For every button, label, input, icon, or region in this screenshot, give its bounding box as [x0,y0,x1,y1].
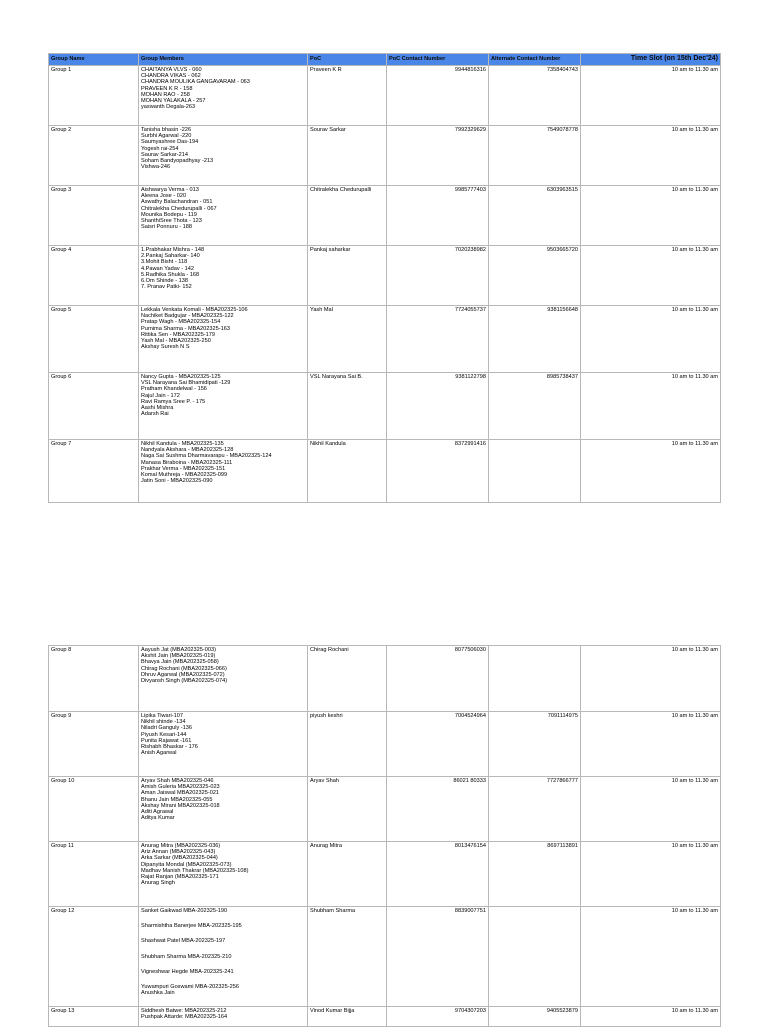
member-entry: CHAITANYA VLVS - 060 [141,67,202,73]
member-entry: Punita Rajawat -161 [141,737,192,744]
member-entry: Nancy Gupta - MBA202325-125 [141,374,221,380]
alt-contact-cell: 8985738437 [489,373,581,440]
member-entry: Rajul Jain - 172 [141,392,180,399]
poc-cell: piyush keshri [308,712,387,777]
member-entry: Jatin Soni - MBA202325-090 [141,478,213,485]
header-poc-contact: PoC Contact Number [387,54,489,66]
member-entry: Prakhar Verma - MBA202325-151 [141,465,226,472]
member-entry: Bhavya Jain (MBA202325-058) [141,659,219,666]
member-entry: MOHAN RAO - 258 [141,91,190,98]
group-members-cell [139,907,308,1007]
time-slot-cell: 10 am to 11.30 am [581,246,721,306]
member-entry: Rajat Ranjan (MBA202325-171 [141,874,219,881]
member-entry: Yogesh rai-254 [141,145,179,152]
poc-cell: Chirag Rochani [308,646,387,712]
groups-table-page2 [48,645,721,1027]
member-entry: Adarsh Rai [141,411,169,418]
member-entry: Surbhi Agarwal -220 [141,133,192,140]
group-name-cell: Group 12 [49,907,139,1007]
member-entry: Aditi Agrawal [141,809,174,816]
poc-contact-cell: 8839007751 [387,907,489,1007]
member-entry: Saurav Sarkar-214 [141,151,188,158]
poc-contact-cell: 9704307203 [387,1007,489,1027]
alt-contact-cell: 9381156648 [489,306,581,373]
member-entry: Pratap Wagh - MBA202325-154 [141,319,221,326]
member-entry: 3.Mohit Bisht - 118 [141,259,188,266]
member-entry: Yuwampuri Goswami MBA-202325-256 [141,984,239,991]
group-members-cell [139,777,308,842]
group-name-cell: Group 10 [49,777,139,842]
group-row [49,66,721,126]
group-name-cell: Group 6 [49,373,139,440]
group-name-cell: Group 2 [49,126,139,186]
member-entry: Sharmishtha Banerjee MBA-202325-195 [141,923,242,930]
group-members-cell [139,246,308,306]
poc-cell: Pankaj saharkar [308,246,387,306]
member-entry: Vigneshwar Hegde MBA-202325-241 [141,968,234,975]
member-entry: Lipika Tiwari-107 [141,713,183,719]
alt-contact-cell [489,440,581,503]
member-entry: Bhanu Jain MBA202325-055 [141,796,213,803]
poc-contact-cell: 9944816316 [387,66,489,126]
member-entry: Mounika Bodepu - 119 [141,211,197,218]
member-entry: Nachiket Badgujar - MBA202325-122 [141,313,234,320]
group-row [49,373,721,440]
alt-contact-cell: 7091114975 [489,712,581,777]
poc-cell: VSL Narayana Sai B. [308,373,387,440]
group-name-cell: Group 7 [49,440,139,503]
poc-cell: Shubham Sharma [308,907,387,1007]
time-slot-cell: 10 am to 11.30 am [581,306,721,373]
member-entry: Nikhil Kandula - MBA202325-135 [141,441,224,447]
member-entry: Purnima Sharma - MBA202325-163 [141,325,230,332]
group-row [49,907,721,1007]
group-members-cell [139,306,308,373]
time-slot-cell: 10 am to 11.30 am [581,646,721,712]
member-entry: Piyush Kesari-144 [141,731,187,738]
member-entry: Rittika Sen - MBA202325-179 [141,331,216,338]
alt-contact-cell: 8697113891 [489,842,581,907]
group-members-cell [139,373,308,440]
member-entry: 4.Pawan Yadav - 142 [141,265,194,272]
member-entry: 2.Pankaj Saharkar- 140 [141,253,200,260]
poc-cell: Nikhil Kandula [308,440,387,503]
poc-cell: Vinod Kumar Bijja [308,1007,387,1027]
member-entry: Pratham Khandelwal - 156 [141,386,207,393]
group-members-cell [139,186,308,246]
member-entry: Pushpak Attarde: MBA202325-164 [141,1014,228,1021]
groups-table-page1 [48,53,721,503]
alt-contact-cell: 6303963515 [489,186,581,246]
group-name-cell: Group 4 [49,246,139,306]
member-entry: Arka Sarkar (MBA202325-044) [141,855,218,862]
group-row [49,186,721,246]
header-alt-contact: Alternate Contact Number [489,54,581,66]
time-slot-cell: 10 am to 11.30 am [581,907,721,1007]
time-slot-cell: 10 am to 11.30 am [581,186,721,246]
member-entry: Anurag Mitra (MBA202325-036) [141,843,221,849]
member-entry: PRAVEEN K R - 158 [141,85,193,92]
alt-contact-cell: 9503665720 [489,246,581,306]
group-members-cell [139,440,308,503]
member-entry: Dipanyita Mondal (MBA202325-073) [141,861,232,868]
header-time-slot: Time Slot (on 15th Dec'24) [581,54,721,66]
group-members-cell [139,646,308,712]
member-entry: Anurag Singh [141,880,175,887]
member-entry: Saisri Ponnuru - 188 [141,224,192,231]
member-entry: Aishwarya Verma - 013 [141,187,199,193]
member-entry: Nikhil shinde -134 [141,719,186,726]
member-entry: Saumyashree Das-194 [141,139,199,146]
member-entry: Akshit Jain (MBA202325-019) [141,653,216,660]
group-row [49,246,721,306]
poc-cell: Praveen K R [308,66,387,126]
member-entry: Shubham Sharma MBA-202325-210 [141,953,232,960]
member-entry: Lekkala Venkata Komali - MBA202325-106 [141,307,248,313]
member-entry: Rishabh Bhaskar - 176 [141,744,198,751]
member-entry: Manasa Biraboina - MBA202325-111 [141,459,233,466]
member-entry: Chitralekha Chedurupalli - 067 [141,205,217,212]
member-entry: 7. Pranav Patki- 152 [141,284,192,291]
member-entry: Tanisha bhasin -226 [141,127,192,133]
poc-cell: Sourav Sarkar [308,126,387,186]
alt-contact-cell: 9405523879 [489,1007,581,1027]
member-entry: Akshay Mirani MBA202325-018 [141,802,220,809]
time-slot-cell: 10 am to 11.30 am [581,777,721,842]
header-group-members: Group Members [139,54,308,66]
alt-contact-cell: 7549078778 [489,126,581,186]
member-entry: Aditya Kumar [141,815,175,822]
group-name-cell: Group 8 [49,646,139,712]
member-entry: MOHAN YALAKALA - 257 [141,98,206,105]
header-row [49,54,721,66]
group-members-cell [139,842,308,907]
time-slot-cell: 10 am to 11.30 am [581,373,721,440]
header-group-name: Group Name [49,54,139,66]
alt-contact-cell: 7358404743 [489,66,581,126]
poc-contact-cell: 8077506030 [387,646,489,712]
member-entry: Chirag Rochani (MBA202325-066) [141,665,227,672]
member-entry: Anushka Jain [141,990,175,997]
poc-contact-cell: 8013476154 [387,842,489,907]
member-entry: Akshay Suresh N S [141,344,190,351]
member-entry: 1.Prabhakar Mishra - 148 [141,247,205,253]
group-name-cell: Group 1 [49,66,139,126]
group-name-cell: Group 3 [49,186,139,246]
member-entry: CHANDRA MOULIKA GANGAVARAM - 063 [141,79,250,86]
member-entry: Yash Mal - MBA202325-250 [141,338,211,345]
group-members-cell [139,126,308,186]
member-entry: Sanket Gaikwad MBA-202325-190 [141,908,228,914]
member-entry: Nandyala Akshara - MBA202325-128 [141,447,234,454]
alt-contact-cell [489,646,581,712]
time-slot-cell: 10 am to 11.30 am [581,126,721,186]
poc-cell: Yash Mal [308,306,387,373]
member-entry: Komal Muthreja - MBA202325-099 [141,472,228,479]
member-entry: Aleena Jose - 020 [141,193,187,200]
member-entry: Madhav Manish Thakrar (MBA202325-108) [141,867,249,874]
time-slot-cell: 10 am to 11.30 am [581,1007,721,1027]
member-entry: Aayush Jat (MBA202325-003) [141,647,216,653]
member-entry: ShanthiSree Thota - 123 [141,218,202,225]
poc-contact-cell: 7020238982 [387,246,489,306]
poc-contact-cell: 7724055737 [387,306,489,373]
group-name-cell: Group 13 [49,1007,139,1027]
header-poc: PoC [308,54,387,66]
group-row [49,126,721,186]
member-entry: CHANDRA VIKAS - 062 [141,73,201,80]
poc-contact-cell: 7004524964 [387,712,489,777]
member-entry: Aashi Mishra [141,405,174,412]
member-entry: Dhruv Agarwal (MBA202325-072) [141,671,225,678]
poc-contact-cell: 7992329629 [387,126,489,186]
member-entry: Aryav Shah MBA202325-046 [141,778,214,784]
member-entry: Ravi Ramya Sree P. - 175 [141,398,206,405]
poc-cell: Anurag Mitra [308,842,387,907]
member-entry: Divyansh Singh (MBA202325-074) [141,678,228,685]
group-members-cell [139,712,308,777]
member-entry: Naga Sai Sushma Dharmavarapu - MBA202325-124 [141,453,272,460]
group-name-cell: Group 9 [49,712,139,777]
alt-contact-cell: 7727866777 [489,777,581,842]
member-entry: Soham Bandyopadhyay -213 [141,158,214,165]
poc-cell: Aryav Shah [308,777,387,842]
time-slot-cell: 10 am to 11.30 am [581,440,721,503]
group-name-cell: Group 5 [49,306,139,373]
member-entry: Ariz Annan (MBA202325-043) [141,849,216,856]
member-entry: Aman Jaiswal MBA202325-021 [141,790,220,797]
alt-contact-cell [489,907,581,1007]
member-entry: Shashwat Patel MBA-202325-197 [141,938,226,945]
time-slot-cell: 10 am to 11.30 am [581,842,721,907]
poc-contact-cell: 9985777403 [387,186,489,246]
group-row [49,842,721,907]
poc-contact-cell: 8372991416 [387,440,489,503]
member-entry: 5.Radhika Shukla - 168 [141,271,200,278]
member-entry: yaswanth Degala-263 [141,104,196,111]
member-entry: Amish Guleria MBA202325-023 [141,784,220,791]
time-slot-cell: 10 am to 11.30 am [581,712,721,777]
poc-cell: Chitralekha Chedurupalli [308,186,387,246]
member-entry: Anish Agarwal [141,750,177,757]
member-entry: VSL Narayana Sai Bhamidipati -129 [141,380,231,387]
poc-contact-cell: 9381122798 [387,373,489,440]
member-entry: Vishwa-246 [141,164,171,171]
member-entry: Siddhesh Batwe: MBA202325-212 [141,1008,227,1014]
group-name-cell: Group 11 [49,842,139,907]
group-row [49,306,721,373]
group-row [49,712,721,777]
member-entry: Aswathy Balachandran - 051 [141,199,213,206]
member-entry: Niladri Ganguly -136 [141,725,192,732]
time-slot-cell: 10 am to 11.30 am [581,66,721,126]
group-row [49,646,721,712]
poc-contact-cell: 86021 80333 [387,777,489,842]
group-members-cell [139,66,308,126]
group-row [49,440,721,503]
group-row [49,777,721,842]
member-entry: 6.Om Shinde - 138 [141,278,188,285]
